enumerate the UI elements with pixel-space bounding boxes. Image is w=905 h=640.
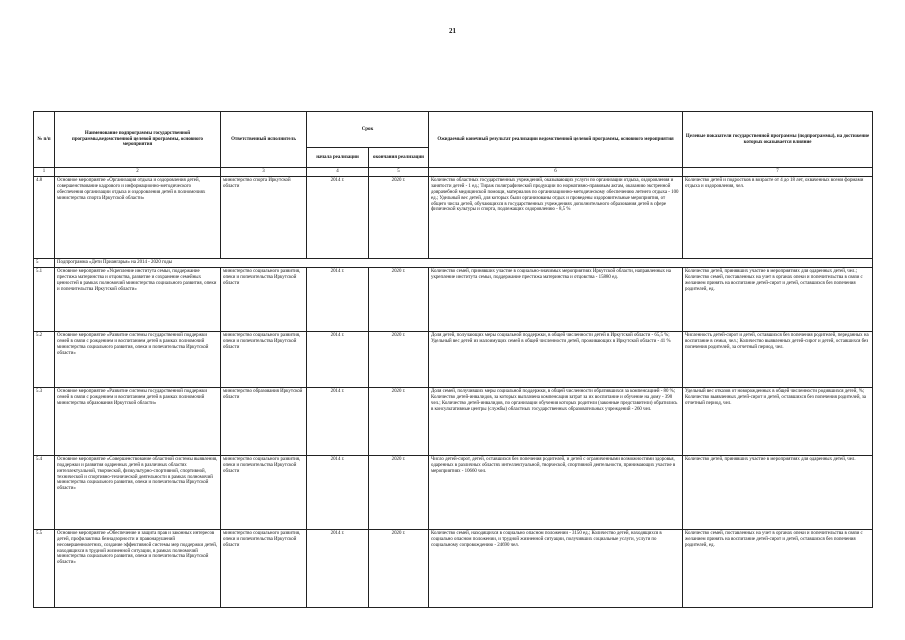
row-responsible: министерство социального развития, опеки и попечительства Иркутской области [221,331,307,387]
row-end: 2020 г. [369,331,429,387]
row-num: 5.1 [34,267,55,331]
subprogram-title: Подпрограмма «Дети Приангарья» на 2014 - 2020 годы [55,258,873,267]
row-name: Основное мероприятие «Обеспечение и защита прав и законных интересов детей, профилактика безнадзорности и правонарушений несовершеннолетних, создание эффективной системы мер поддержки детей, находящихся в трудной жизненной ситуации, в рамках полномочий министерства социального развития, опеки и попечительства Иркутской области» [55,529,221,607]
row-name: Основное мероприятие «Организация отдыха и оздоровления детей, совершенствование кадрового и информационно-методического обеспечения организации отдыха и оздоровления детей в полномочиях министерства спорта Иркутской области» [55,176,221,258]
table-row [34,529,873,607]
subprogram-row [34,258,873,267]
row-end: 2020 г. [369,267,429,331]
row-num: 5 [34,258,55,267]
row-num: 4.8 [34,176,55,258]
row-targets: Количество детей, принявших участие в мероприятиях для одаренных детей, чел. [683,455,873,529]
row-result: Количество семей, находящихся в социально опасном положении - 3150 ед.; Количество детей, находящихся в социально опасном положении, и трудной жизненной ситуации, получивших социальные услуги, услуги по социальному сопровождению - 24690 чел. [429,529,683,607]
row-name: Основное мероприятие «Развитие системы государственной поддержки семей в связи с рождением и воспитанием детей в рамках полномочий министерства социального развития, опеки и попечительства Иркутской области» [55,331,221,387]
table-row [34,176,873,258]
column-number: 5 [369,168,429,177]
row-result: Доля семей, получивших меры социальной поддержки, в общей численности обратившихся за компенсацией - 80 %; Количество детей-инвалидов, за которых выплачена компенсация затрат за их воспитание и обучение на дому - 390 чел.; Количество детей-инвалидов, по организации обучения которых родители (законные представители) обратились в консультативные центры (службы) областных государственных образовательных учреждений - 260 чел. [429,387,683,455]
row-name: Основное мероприятие «Укрепление института семьи, поддержание престижа материнства и отцовства, развитие и сохранение семейных ценностей в рамках полномочий министерства социального развития, опеки и попечительства Иркутской области» [55,267,221,331]
table-row [34,455,873,529]
page-number: 21 [449,27,456,35]
row-name: Основное мероприятие «Развитие системы государственной поддержки семей в связи с рождением и воспитанием детей в рамках полномочий министерства образования Иркутской области» [55,387,221,455]
column-number: 3 [221,168,307,177]
table-header-row [34,112,873,148]
column-number: 2 [55,168,221,177]
row-end: 2020 г. [369,176,429,258]
row-responsible: министерство социального развития, опеки и попечительства Иркутской области [221,267,307,331]
row-result: Доля детей, получающих меры социальной поддержки, в общей численности детей в Иркутской области - 65,5 %; Удельный вес детей из малоимущих семей в общей численности детей, проживающих в Иркутской области - 41 % [429,331,683,387]
row-start: 2014 г. [307,176,369,258]
row-targets: Удельный вес отказов от новорожденных в общей численности родившихся детей, %; Количество выявленных детей-сирот и детей, оставшихся без попечения родителей, за отчетный период, чел. [683,387,873,455]
row-start: 2014 г. [307,387,369,455]
column-number-row [34,168,873,177]
row-start: 2014 г. [307,331,369,387]
row-responsible: министерство социального развития, опеки и попечительства Иркутской области [221,455,307,529]
row-start: 2014 г. [307,267,369,331]
column-number: 6 [429,168,683,177]
header-start: начала реализации [307,148,369,168]
row-targets: Количество детей, принявших участие в мероприятиях для одаренных детей, чел.; Количество семей, поставленных на учет в органах опеки и попечительства в связи с желанием принять на воспитание детей-сирот и детей, оставшихся без попечения родителей, ед. [683,267,873,331]
row-result: Количество областных государственных учреждений, оказывающих услуги по организации отдыха, оздоровления и занятости детей - 1 ед.; Тираж полиграфической продукции по нормативно-правовым актам, оказанию экстренной доврачебной медицинской помощи, материалов по организационно-методическому обеспечению летнего отдыха - 100 ед.; Удельный вес детей, для которых были организованы отдых и проведены оздоровительные мероприятия, от общего числа детей, обучающихся в государственных учреждениях дополнительного образования детей в сфере физической культуры и спорта, подлежащих оздоровлению - 8,5 % [429,176,683,258]
row-end: 2020 г. [369,455,429,529]
row-targets: Численность детей-сирот и детей, оставшихся без попечения родителей, переданных на воспитание в семьи, чел.; Количество выявленных детей-сирот и детей, оставшихся без попечения родителей, за отчетный период, чел. [683,331,873,387]
column-number: 4 [307,168,369,177]
program-table [33,111,873,608]
table-row [34,331,873,387]
header-result: Ожидаемый конечный результат реализации ведомственной целевой программы, основного мероприятия [429,112,683,168]
header-term: Срок [307,112,429,148]
row-name: Основное мероприятие «Совершенствование областной системы выявления, поддержки и развития одаренных детей в различных областях интеллектуальной, творческой, физкультурно-спортивной, спортивной, технической и спортивно-технической деятельности в рамках полномочий министерства социального развития, опеки и попечительства Иркутской области» [55,455,221,529]
row-targets: Количество детей и подростков в возрасте от 4 до 18 лет, охваченных всеми формами отдыха и оздоровления, чел. [683,176,873,258]
table-row [34,267,873,331]
table-row [34,387,873,455]
row-targets: Количество семей, поставленных на учет в органах опеки и попечительства в связи с желанием принять на воспитание детей-сирот и детей, оставшихся без попечения родителей, ед. [683,529,873,607]
column-number: 7 [683,168,873,177]
row-num: 5.3 [34,387,55,455]
header-name: Наименование подпрограммы государственной программы,ведомственной целевой программы, основного мероприятия [55,112,221,168]
column-number: 1 [34,168,55,177]
row-result: Количество семей, принявших участие в социально-значимых мероприятиях Иркутской области, направленных на укрепление института семьи, поддержание престижа материнства и отцовства - 15880 ед. [429,267,683,331]
header-responsible: Ответственный исполнитель [221,112,307,168]
row-start: 2014 г. [307,529,369,607]
header-end: окончания реализации [369,148,429,168]
row-responsible: министерство образования Иркутской области [221,387,307,455]
header-targets: Целевые показатели государственной программы (подпрограммы), на достижение которых оказывается влияние [683,112,873,168]
row-num: 5.4 [34,455,55,529]
row-end: 2020 г. [369,387,429,455]
header-num: № п/п [34,112,55,168]
row-end: 2020 г. [369,529,429,607]
row-result: Число детей-сирот, детей, оставшихся без попечения родителей, и детей с ограниченными возможностями здоровья, одаренных в различных областях интеллектуальной, творческой, спортивной деятельности, принимающих участие в мероприятиях - 10660 чел. [429,455,683,529]
row-responsible: министерство социального развития, опеки и попечительства Иркутской области [221,529,307,607]
row-responsible: министерство спорта Иркутской области [221,176,307,258]
row-start: 2014 г. [307,455,369,529]
row-num: 5.2 [34,331,55,387]
row-num: 5.5 [34,529,55,607]
